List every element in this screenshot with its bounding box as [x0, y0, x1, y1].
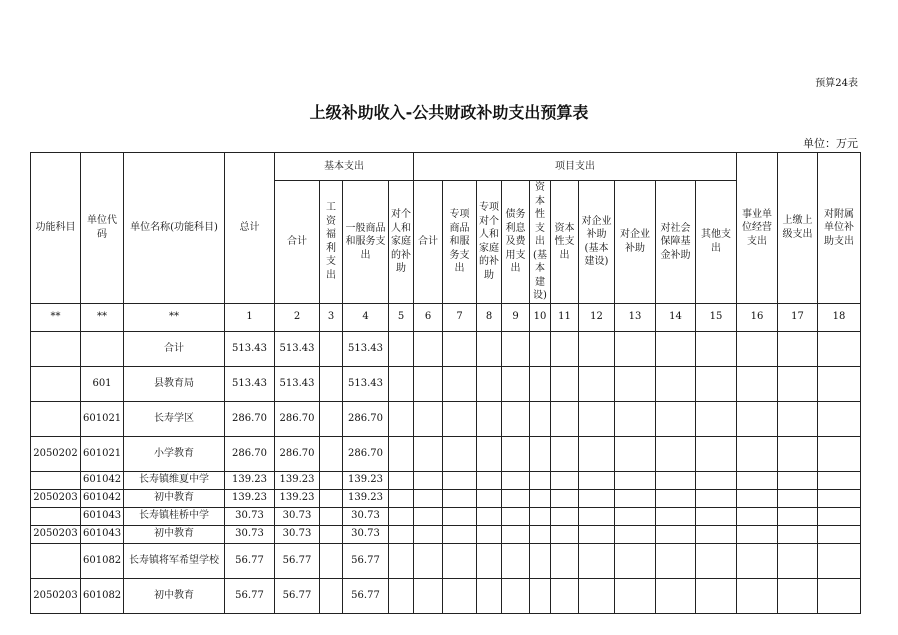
column-number: 16: [737, 303, 778, 331]
subsidiary-cell: [818, 489, 861, 507]
enterprise-infra-cell: [579, 471, 615, 489]
special-personal-cell: [477, 507, 502, 525]
capital-cell: [551, 543, 579, 578]
debt-interest-cell: [502, 471, 530, 489]
goods-services-cell: 30.73: [343, 525, 389, 543]
total-cell: 513.43: [225, 331, 275, 366]
column-number: 12: [579, 303, 615, 331]
goods-services-cell: 56.77: [343, 543, 389, 578]
header-unit-name: 单位名称(功能科目): [124, 153, 225, 304]
business-op-cell: [737, 331, 778, 366]
table-row: [31, 489, 861, 507]
special-personal-cell: [477, 436, 502, 471]
social-security-cell: [656, 331, 696, 366]
special-personal-cell: [477, 525, 502, 543]
star-mark: **: [31, 303, 81, 331]
other-cell: [696, 331, 737, 366]
header-row-1: [31, 153, 861, 181]
business-op-cell: [737, 543, 778, 578]
unit-code-cell: 601082: [81, 578, 124, 613]
func-subject-cell: [31, 401, 81, 436]
business-op-cell: [737, 489, 778, 507]
page-title: 上级补助收入-公共财政补助支出预算表: [309, 103, 589, 122]
proj-total-cell: [414, 471, 443, 489]
capital-cell: [551, 401, 579, 436]
goods-services-cell: 513.43: [343, 366, 389, 401]
special-personal-cell: [477, 489, 502, 507]
subsidiary-cell: [818, 366, 861, 401]
column-number: 3: [320, 303, 343, 331]
personal-family-cell: [389, 543, 414, 578]
proj-total-cell: [414, 331, 443, 366]
column-number: 8: [477, 303, 502, 331]
special-personal-cell: [477, 578, 502, 613]
unit-code-cell: 601082: [81, 543, 124, 578]
subsidiary-cell: [818, 471, 861, 489]
column-number: 5: [389, 303, 414, 331]
unit-name-cell: 初中教育: [124, 489, 225, 507]
unit-name-cell: 小学教育: [124, 436, 225, 471]
enterprise-infra-cell: [579, 436, 615, 471]
social-security-cell: [656, 507, 696, 525]
upper-pay-cell: [778, 578, 818, 613]
special-goods-cell: [443, 366, 477, 401]
goods-services-cell: 30.73: [343, 507, 389, 525]
total-cell: 56.77: [225, 543, 275, 578]
social-security-cell: [656, 436, 696, 471]
special-goods-cell: [443, 401, 477, 436]
func-subject-cell: 2050203: [31, 578, 81, 613]
capital-cell: [551, 489, 579, 507]
upper-pay-cell: [778, 366, 818, 401]
personal-family-cell: [389, 507, 414, 525]
special-personal-cell: [477, 366, 502, 401]
func-subject-cell: 2050203: [31, 525, 81, 543]
table-row: [31, 525, 861, 543]
business-op-cell: [737, 366, 778, 401]
enterprise-cell: [615, 471, 656, 489]
basic-total-cell: 56.77: [275, 543, 320, 578]
capital-cell: [551, 471, 579, 489]
table-row: [31, 507, 861, 525]
total-cell: 286.70: [225, 436, 275, 471]
business-op-cell: [737, 436, 778, 471]
special-goods-cell: [443, 331, 477, 366]
column-number: 13: [615, 303, 656, 331]
basic-total-cell: 30.73: [275, 525, 320, 543]
capital-infra-cell: [530, 436, 551, 471]
basic-total-cell: 286.70: [275, 401, 320, 436]
column-number: 11: [551, 303, 579, 331]
special-goods-cell: [443, 489, 477, 507]
upper-pay-cell: [778, 436, 818, 471]
unit-name-cell: 长寿学区: [124, 401, 225, 436]
capital-cell: [551, 578, 579, 613]
func-subject-cell: [31, 366, 81, 401]
wages-cell: [320, 507, 343, 525]
other-cell: [696, 401, 737, 436]
header-capital-infra: 资本性支出(基本建设): [530, 181, 551, 304]
unit-code-cell: 601021: [81, 401, 124, 436]
wages-cell: [320, 471, 343, 489]
column-number: 1: [225, 303, 275, 331]
debt-interest-cell: [502, 525, 530, 543]
header-debt-interest: 债务利息及费用支出: [502, 181, 530, 304]
wages-cell: [320, 331, 343, 366]
proj-total-cell: [414, 436, 443, 471]
header-goods-services: 一般商品和服务支出: [343, 181, 389, 304]
upper-pay-cell: [778, 543, 818, 578]
subsidiary-cell: [818, 543, 861, 578]
header-basic: 基本支出: [275, 153, 414, 181]
unit-name-cell: 长寿镇将军希望学校: [124, 543, 225, 578]
wages-cell: [320, 525, 343, 543]
unit-name-cell: 县教育局: [124, 366, 225, 401]
special-goods-cell: [443, 543, 477, 578]
unit-code-cell: 601: [81, 366, 124, 401]
enterprise-cell: [615, 436, 656, 471]
enterprise-cell: [615, 525, 656, 543]
unit-name-cell: 长寿镇维夏中学: [124, 471, 225, 489]
basic-total-cell: 56.77: [275, 578, 320, 613]
special-goods-cell: [443, 507, 477, 525]
subsidiary-cell: [818, 401, 861, 436]
budget-table: [30, 152, 861, 614]
basic-total-cell: 30.73: [275, 507, 320, 525]
goods-services-cell: 286.70: [343, 401, 389, 436]
social-security-cell: [656, 525, 696, 543]
unit-code-cell: 601042: [81, 471, 124, 489]
total-cell: 30.73: [225, 507, 275, 525]
column-number: 18: [818, 303, 861, 331]
debt-interest-cell: [502, 507, 530, 525]
total-cell: 139.23: [225, 471, 275, 489]
capital-infra-cell: [530, 578, 551, 613]
other-cell: [696, 366, 737, 401]
debt-interest-cell: [502, 366, 530, 401]
unit-name-cell: 初中教育: [124, 578, 225, 613]
func-subject-cell: 2050202: [31, 436, 81, 471]
capital-cell: [551, 331, 579, 366]
basic-total-cell: 513.43: [275, 366, 320, 401]
table-row: [31, 578, 861, 613]
column-number: 7: [443, 303, 477, 331]
debt-interest-cell: [502, 436, 530, 471]
func-subject-cell: [31, 471, 81, 489]
header-business-op: 事业单位经营支出: [737, 153, 778, 304]
social-security-cell: [656, 543, 696, 578]
header-func-subject: 功能科目: [31, 153, 81, 304]
func-subject-cell: 2050203: [31, 489, 81, 507]
subsidiary-cell: [818, 507, 861, 525]
func-subject-cell: [31, 543, 81, 578]
proj-total-cell: [414, 507, 443, 525]
personal-family-cell: [389, 489, 414, 507]
business-op-cell: [737, 525, 778, 543]
header-special-personal: 专项对个人和家庭的补助: [477, 181, 502, 304]
header-subsidiary: 对附属单位补助支出: [818, 153, 861, 304]
header-enterprise: 对企业补助: [615, 181, 656, 304]
enterprise-infra-cell: [579, 331, 615, 366]
special-goods-cell: [443, 471, 477, 489]
capital-infra-cell: [530, 489, 551, 507]
capital-infra-cell: [530, 507, 551, 525]
debt-interest-cell: [502, 489, 530, 507]
header-special-goods: 专项商品和服务支出: [443, 181, 477, 304]
other-cell: [696, 578, 737, 613]
other-cell: [696, 471, 737, 489]
special-personal-cell: [477, 471, 502, 489]
subsidiary-cell: [818, 436, 861, 471]
unit-name-cell: 合计: [124, 331, 225, 366]
unit-name-cell: 初中教育: [124, 525, 225, 543]
form-number: 预算24表: [815, 78, 858, 89]
personal-family-cell: [389, 366, 414, 401]
total-cell: 139.23: [225, 489, 275, 507]
column-number: 9: [502, 303, 530, 331]
special-goods-cell: [443, 578, 477, 613]
social-security-cell: [656, 366, 696, 401]
table-row: [31, 366, 861, 401]
header-capital: 资本性支出: [551, 181, 579, 304]
column-number-row: [31, 303, 861, 331]
basic-total-cell: 139.23: [275, 489, 320, 507]
enterprise-infra-cell: [579, 525, 615, 543]
enterprise-infra-cell: [579, 489, 615, 507]
other-cell: [696, 507, 737, 525]
social-security-cell: [656, 401, 696, 436]
total-cell: 30.73: [225, 525, 275, 543]
social-security-cell: [656, 471, 696, 489]
special-goods-cell: [443, 525, 477, 543]
enterprise-infra-cell: [579, 507, 615, 525]
goods-services-cell: 56.77: [343, 578, 389, 613]
upper-pay-cell: [778, 525, 818, 543]
social-security-cell: [656, 489, 696, 507]
upper-pay-cell: [778, 507, 818, 525]
func-subject-cell: [31, 331, 81, 366]
personal-family-cell: [389, 578, 414, 613]
header-total: 总计: [225, 153, 275, 304]
wages-cell: [320, 401, 343, 436]
header-project: 项目支出: [414, 153, 737, 181]
upper-pay-cell: [778, 401, 818, 436]
goods-services-cell: 139.23: [343, 489, 389, 507]
enterprise-cell: [615, 366, 656, 401]
header-other: 其他支出: [696, 181, 737, 304]
column-number: 14: [656, 303, 696, 331]
proj-total-cell: [414, 543, 443, 578]
business-op-cell: [737, 401, 778, 436]
header-basic-total: 合计: [275, 181, 320, 304]
unit-code-cell: 601042: [81, 489, 124, 507]
personal-family-cell: [389, 525, 414, 543]
debt-interest-cell: [502, 578, 530, 613]
column-number: 4: [343, 303, 389, 331]
proj-total-cell: [414, 401, 443, 436]
wages-cell: [320, 366, 343, 401]
debt-interest-cell: [502, 543, 530, 578]
enterprise-infra-cell: [579, 543, 615, 578]
enterprise-infra-cell: [579, 366, 615, 401]
column-number: 6: [414, 303, 443, 331]
column-number: 10: [530, 303, 551, 331]
capital-cell: [551, 436, 579, 471]
goods-services-cell: 139.23: [343, 471, 389, 489]
subsidiary-cell: [818, 331, 861, 366]
unit-code-cell: 601021: [81, 436, 124, 471]
other-cell: [696, 489, 737, 507]
business-op-cell: [737, 507, 778, 525]
upper-pay-cell: [778, 471, 818, 489]
table-row: [31, 471, 861, 489]
header-social-security: 对社会保障基金补助: [656, 181, 696, 304]
special-goods-cell: [443, 436, 477, 471]
business-op-cell: [737, 578, 778, 613]
capital-infra-cell: [530, 331, 551, 366]
wages-cell: [320, 543, 343, 578]
other-cell: [696, 436, 737, 471]
column-number: 2: [275, 303, 320, 331]
personal-family-cell: [389, 331, 414, 366]
header-wages: 工资福利支出: [320, 181, 343, 304]
table-row: [31, 543, 861, 578]
unit-label: 单位：万元: [803, 137, 858, 150]
capital-infra-cell: [530, 471, 551, 489]
proj-total-cell: [414, 366, 443, 401]
total-cell: 286.70: [225, 401, 275, 436]
basic-total-cell: 286.70: [275, 436, 320, 471]
enterprise-cell: [615, 578, 656, 613]
unit-name-cell: 长寿镇桂桥中学: [124, 507, 225, 525]
header-enterprise-infra: 对企业补助(基本建设): [579, 181, 615, 304]
total-cell: 56.77: [225, 578, 275, 613]
basic-total-cell: 513.43: [275, 331, 320, 366]
unit-code-cell: [81, 331, 124, 366]
debt-interest-cell: [502, 401, 530, 436]
proj-total-cell: [414, 578, 443, 613]
wages-cell: [320, 489, 343, 507]
total-cell: 513.43: [225, 366, 275, 401]
star-mark: **: [81, 303, 124, 331]
header-upper-pay: 上缴上级支出: [778, 153, 818, 304]
basic-total-cell: 139.23: [275, 471, 320, 489]
personal-family-cell: [389, 436, 414, 471]
unit-code-cell: 601043: [81, 507, 124, 525]
proj-total-cell: [414, 489, 443, 507]
upper-pay-cell: [778, 489, 818, 507]
subsidiary-cell: [818, 578, 861, 613]
header-proj-total: 合计: [414, 181, 443, 304]
enterprise-cell: [615, 489, 656, 507]
enterprise-infra-cell: [579, 578, 615, 613]
capital-infra-cell: [530, 525, 551, 543]
personal-family-cell: [389, 401, 414, 436]
header-personal-family: 对个人和家庭的补助: [389, 181, 414, 304]
func-subject-cell: [31, 507, 81, 525]
debt-interest-cell: [502, 331, 530, 366]
table-row: [31, 331, 861, 366]
capital-infra-cell: [530, 366, 551, 401]
subsidiary-cell: [818, 525, 861, 543]
enterprise-cell: [615, 507, 656, 525]
unit-code-cell: 601043: [81, 525, 124, 543]
business-op-cell: [737, 471, 778, 489]
goods-services-cell: 286.70: [343, 436, 389, 471]
table-row: [31, 436, 861, 471]
special-personal-cell: [477, 401, 502, 436]
goods-services-cell: 513.43: [343, 331, 389, 366]
wages-cell: [320, 578, 343, 613]
star-mark: **: [124, 303, 225, 331]
capital-infra-cell: [530, 543, 551, 578]
enterprise-infra-cell: [579, 401, 615, 436]
social-security-cell: [656, 578, 696, 613]
enterprise-cell: [615, 331, 656, 366]
capital-cell: [551, 525, 579, 543]
special-personal-cell: [477, 331, 502, 366]
upper-pay-cell: [778, 331, 818, 366]
capital-infra-cell: [530, 401, 551, 436]
capital-cell: [551, 507, 579, 525]
column-number: 17: [778, 303, 818, 331]
proj-total-cell: [414, 525, 443, 543]
capital-cell: [551, 366, 579, 401]
table-row: [31, 401, 861, 436]
enterprise-cell: [615, 543, 656, 578]
personal-family-cell: [389, 471, 414, 489]
other-cell: [696, 543, 737, 578]
special-personal-cell: [477, 543, 502, 578]
other-cell: [696, 525, 737, 543]
column-number: 15: [696, 303, 737, 331]
wages-cell: [320, 436, 343, 471]
header-unit-code: 单位代码: [81, 153, 124, 304]
enterprise-cell: [615, 401, 656, 436]
